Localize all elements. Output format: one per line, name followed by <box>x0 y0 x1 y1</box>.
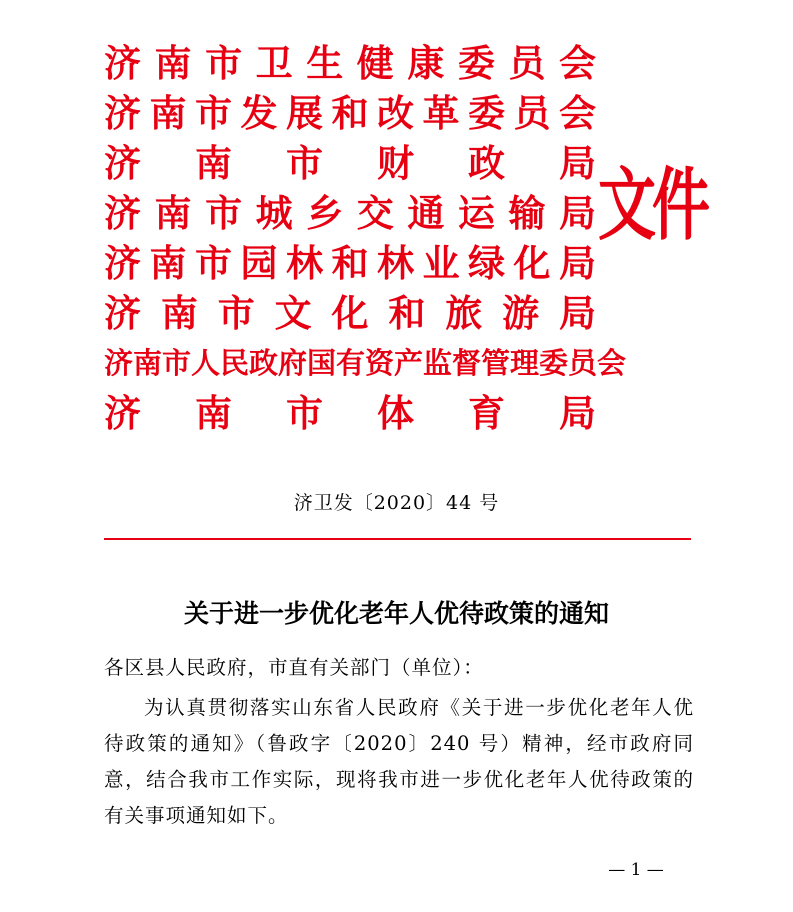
issuer-line: 济南市卫生健康委员会 <box>104 41 596 85</box>
issuer-line: 济南市园林和林业绿化局 <box>104 241 596 285</box>
document-word: 文件 <box>598 159 707 251</box>
document-title: 关于进一步优化老年人优待政策的通知 <box>183 599 609 628</box>
issuer-header <box>104 38 707 438</box>
issuer-line: 济南市财政局 <box>104 141 596 185</box>
red-divider <box>104 538 691 540</box>
page-number: — 1 — <box>608 860 664 880</box>
issuer-line: 济南市城乡交通运输局 <box>104 191 596 235</box>
issuer-line: 济南市人民政府国有资产监督管理委员会 <box>104 346 627 380</box>
issuer-line: 济南市发展和改革委员会 <box>104 91 596 135</box>
issuer-line: 济南市体育局 <box>104 391 596 435</box>
document-number: 济卫发〔2020〕44 号 <box>293 492 500 514</box>
document-body <box>104 650 694 834</box>
salutation: 各区县人民政府，市直有关部门（单位）： <box>104 656 484 679</box>
issuer-line: 济南市文化和旅游局 <box>104 291 596 335</box>
body-paragraph: 为认真贯彻落实山东省人民政府《关于进一步优化老年人优待政策的通知》（鲁政字〔2020〕240 号）精神，经市政府同意，结合我市工作实际，现将我市进一步优化老年人优待政策的有关事项通知如下。 <box>104 696 694 827</box>
